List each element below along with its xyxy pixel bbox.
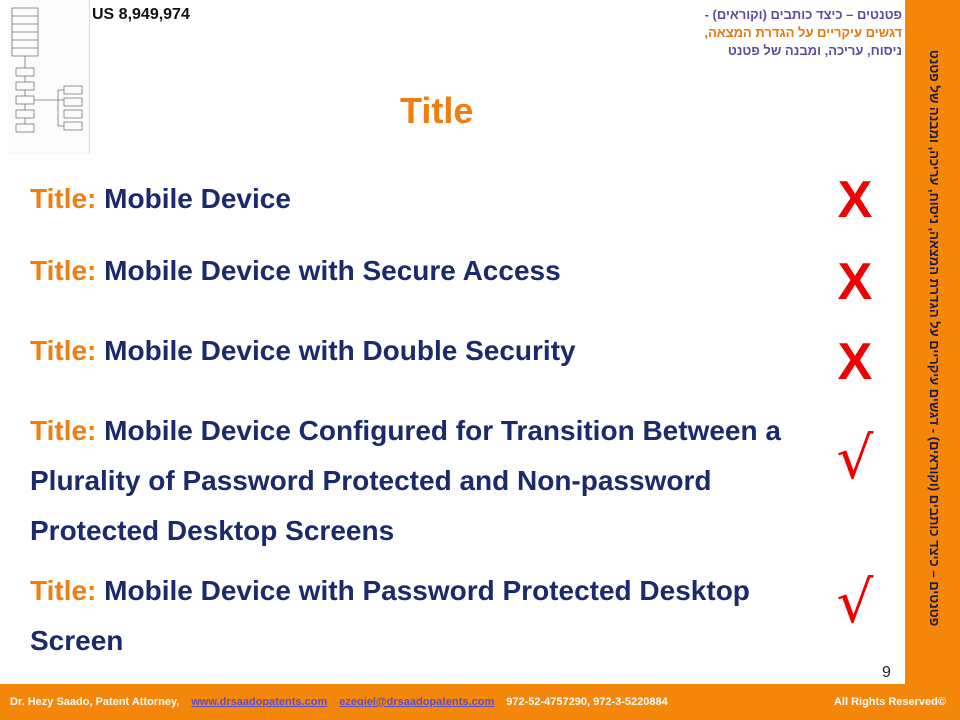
title-text: Mobile Device with Secure Access [104, 255, 561, 286]
title-label: Title: [30, 575, 97, 606]
footer-email-link[interactable]: ezeqiel@drsaadopatents.com [339, 696, 495, 708]
approve-check-mark: √ [836, 424, 874, 492]
title-text: Mobile Device [104, 183, 291, 214]
reject-mark: X [837, 333, 873, 391]
title-text: Mobile Device with Double Security [104, 335, 576, 366]
hebrew-header-line-1: פטנטים – כיצד כותבים (וקוראים) - [704, 7, 902, 22]
title-option-4 [30, 406, 820, 556]
slide-title: Title [400, 90, 474, 131]
footer-author: Dr. Hezy Saado, Patent Attorney, [10, 696, 180, 708]
reject-mark: X [837, 171, 873, 229]
title-option-1 [30, 174, 291, 224]
footer-rights: All Rights Reserved© [833, 696, 946, 708]
title-label: Title: [30, 335, 97, 366]
title-option-2 [30, 246, 561, 296]
title-text: Mobile Device with Password Protected Desktop Screen [30, 575, 750, 656]
page-number: 9 [882, 664, 891, 681]
title-text: Mobile Device Configured for Transition Between a Plurality of Password Protected and Non-password Protected Desktop Screens [30, 415, 781, 546]
hebrew-header-line-3: ניסוח, עריכה, ומבנה של פטנט [727, 43, 902, 58]
footer-phones: 972-52-4757290, 972-3-5220884 [506, 696, 668, 708]
patent-number: US 8,949,974 [92, 6, 190, 23]
block-diagram-icon [8, 0, 90, 154]
title-option-3 [30, 326, 576, 376]
footer-bar [0, 684, 960, 720]
approve-check-mark: √ [836, 568, 874, 636]
patent-figure-thumbnail [8, 0, 90, 154]
footer-website-link[interactable]: www.drsaadopatents.com [191, 696, 328, 708]
hebrew-header-line-2: דגשים עיקריים על הגדרת המצאה, [704, 25, 902, 40]
vertical-hebrew-caption: פטנטים – כיצד כותבים (וקוראים) - דגשים עיקריים על הגדרת המצאה, ניסוח, עריכה, ומבנה של פטנט [927, 49, 942, 627]
title-label: Title: [30, 255, 97, 286]
title-label: Title: [30, 183, 97, 214]
reject-mark: X [837, 253, 873, 311]
title-label: Title: [30, 415, 97, 446]
title-option-5 [30, 566, 820, 666]
hebrew-header [582, 6, 902, 60]
